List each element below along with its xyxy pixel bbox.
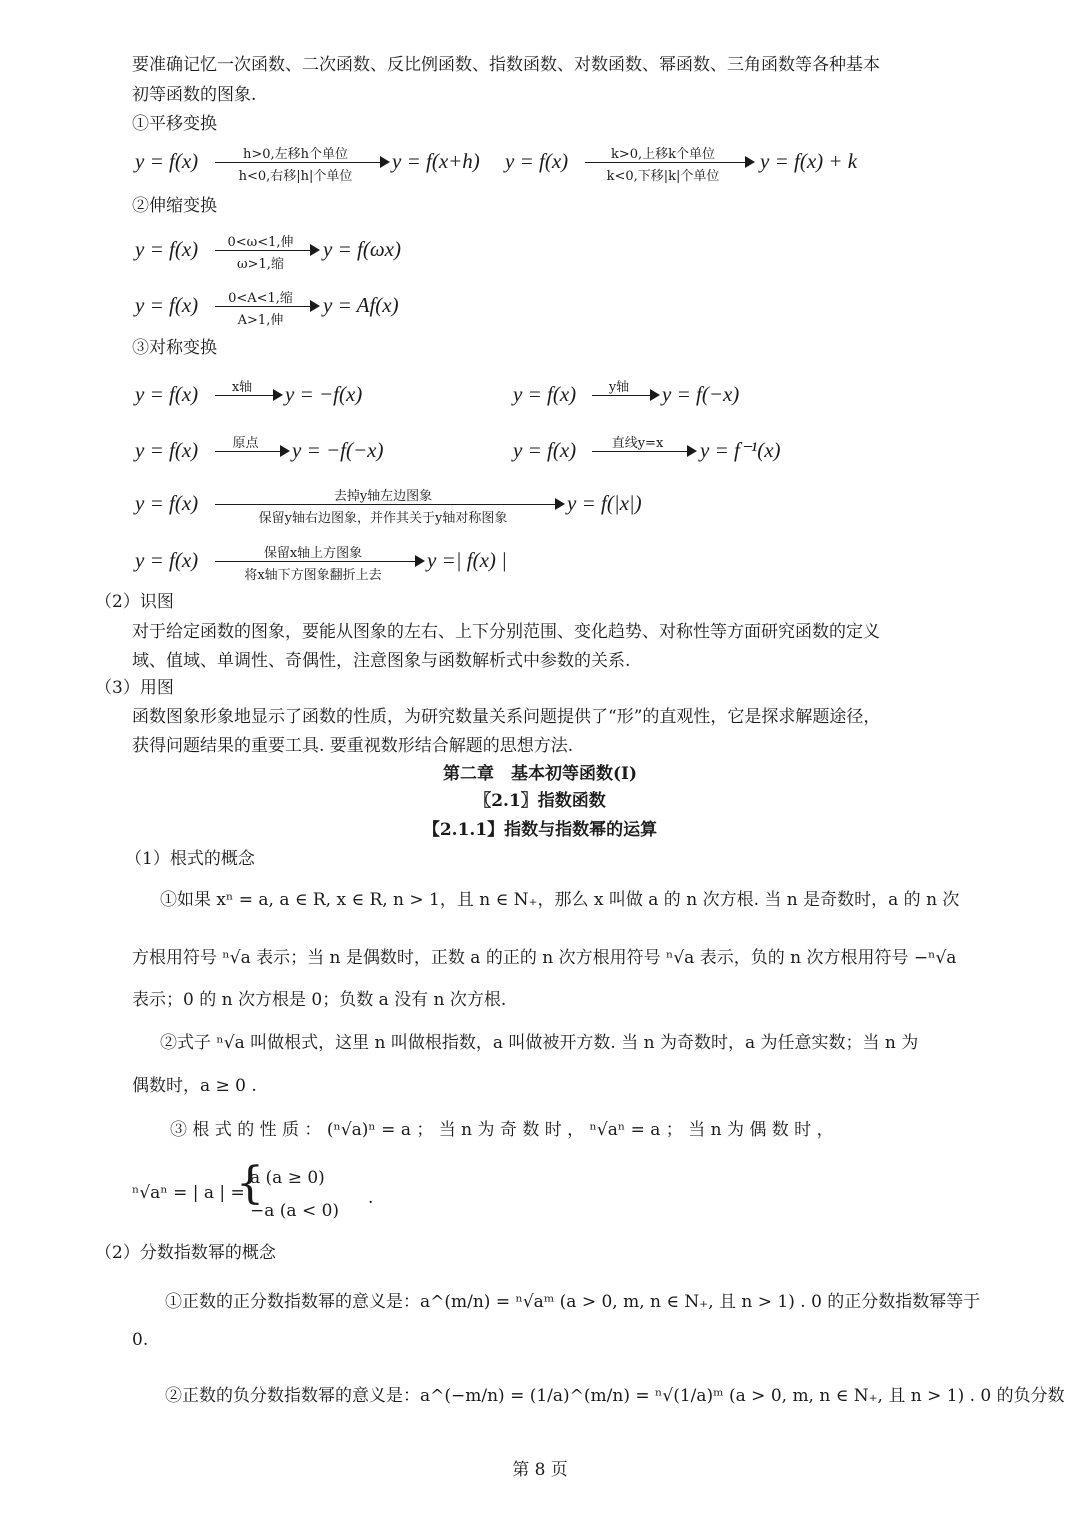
use-line-2: 获得问题结果的重要工具. 要重视数形结合解题的思想方法.: [132, 736, 574, 756]
radical-case-2: −a (a < 0): [250, 1201, 340, 1221]
formula-rhs: y = f(x+h): [392, 149, 480, 173]
transform-arrow: 0<A<1,缩 A>1,伸: [215, 287, 320, 327]
formula-rhs: y = f(ωx): [323, 237, 401, 261]
formula-lhs: y = f(x): [135, 548, 199, 572]
fraction-p1-line-1: ①正数的正分数指数幂的意义是：a^(m/n) = ⁿ√aᵐ (a > 0, m, n ∈ N₊, 且 n > 1) . 0 的正分数指数幂等于: [165, 1292, 981, 1312]
radical-p1-line-1: ①如果 xⁿ = a, a ∈ R, x ∈ R, n > 1，且 n ∈ N₊，那么 x 叫做 a 的 n 次方根. 当 n 是奇数时，a 的 n 次: [160, 890, 960, 910]
page-number: 第 8 页: [512, 1460, 568, 1480]
formula-rhs: y = f⁻¹(x): [700, 438, 781, 462]
transform-arrow: k>0,上移k个单位 k<0,下移|k|个单位: [585, 143, 755, 183]
fraction-p2-line-1: ②正数的负分数指数幂的意义是：a^(−m/n) = (1/a)^(m/n) = ⁿ√(1/a)ᵐ (a > 0, m, n ∈ N₊, 且 n > 1) . 0 的负分数: [165, 1386, 1065, 1406]
recognize-line-1: 对于给定函数的图象，要能从图象的左右、上下分别范围、变化趋势、对称性等方面研究函数的定义: [132, 622, 880, 642]
formula-rhs: y =| f(x) |: [427, 548, 507, 572]
transform-arrow: x轴: [215, 376, 283, 416]
transform-arrow: y轴: [592, 376, 660, 416]
formula-rhs: y = f(x) + k: [760, 149, 858, 173]
intro-line-1: 要准确记忆一次函数、二次函数、反比例函数、指数函数、对数函数、幂函数、三角函数等各种基本: [132, 55, 880, 75]
radical-p3-end: .: [368, 1188, 374, 1208]
formula-lhs: y = f(x): [135, 438, 199, 462]
formula-rhs: y = −f(−x): [292, 438, 384, 462]
formula-lhs: y = f(x): [135, 237, 199, 261]
formula-rhs: y = Af(x): [323, 293, 399, 317]
formula-lhs: y = f(x): [513, 382, 577, 406]
formula-rhs: y = f(−x): [662, 382, 740, 406]
formula-lhs: y = f(x): [513, 438, 577, 462]
formula-lhs: y = f(x): [135, 491, 199, 515]
formula-rhs: y = f(|x|): [567, 491, 642, 515]
radical-p3-lhs: ⁿ√aⁿ = | a | =: [132, 1183, 245, 1203]
use-heading: （3）用图: [95, 678, 174, 698]
intro-line-2: 初等函数的图象.: [132, 85, 257, 105]
transform-arrow: 原点: [215, 432, 290, 472]
transform-arrow: 去掉y轴左边图象 保留y轴右边图象，并作其关于y轴对称图象: [215, 485, 565, 525]
formula-lhs: y = f(x): [505, 149, 569, 173]
radical-p2-line-1: ②式子 ⁿ√a 叫做根式，这里 n 叫做根指数，a 叫做被开方数. 当 n 为奇数时，a 为任意实数；当 n 为: [160, 1033, 919, 1053]
formula-rhs: y = −f(x): [285, 382, 363, 406]
transform-arrow: 保留x轴上方图象 将x轴下方图象翻折上去: [215, 542, 425, 582]
radical-p1-line-3: 表示；0 的 n 次方根是 0；负数 a 没有 n 次方根.: [132, 990, 507, 1010]
stretch-heading: ②伸缩变换: [132, 196, 217, 216]
transform-arrow: 直线y=x: [592, 432, 697, 472]
radical-p3-line-1: ③ 根 式 的 性 质 ： (ⁿ√a)ⁿ = a ； 当 n 为 奇 数 时 ， ⁿ√aⁿ = a ； 当 n 为 偶 数 时 ，: [170, 1120, 834, 1140]
recognize-heading: （2）识图: [95, 592, 174, 612]
use-line-1: 函数图象形象地显示了函数的性质，为研究数量关系问题提供了“形”的直观性，它是探求解题途径，: [132, 707, 881, 727]
symmetry-heading: ③对称变换: [132, 338, 217, 358]
radical-case-1: a (a ≥ 0): [250, 1168, 325, 1188]
radical-p2-line-2: 偶数时，a ≥ 0 .: [132, 1076, 257, 1096]
radical-p1-line-2: 方根用符号 ⁿ√a 表示；当 n 是偶数时，正数 a 的正的 n 次方根用符号 ⁿ√a 表示，负的 n 次方根用符号 −ⁿ√a: [132, 948, 957, 968]
formula-lhs: y = f(x): [135, 293, 199, 317]
fraction-heading: （2）分数指数幂的概念: [95, 1243, 276, 1263]
section-title: 〖2.1〗指数函数: [474, 791, 606, 811]
translation-heading: ①平移变换: [132, 114, 217, 134]
formula-lhs: y = f(x): [135, 149, 199, 173]
brace-symbol: {: [236, 1158, 264, 1209]
subsection-title: 【2.1.1】指数与指数幂的运算: [422, 820, 658, 840]
fraction-p1-line-2: 0.: [132, 1330, 149, 1350]
transform-arrow: 0<ω<1,伸 ω>1,缩: [215, 231, 320, 271]
transform-arrow: h>0,左移h个单位 h<0,右移|h|个单位: [215, 143, 390, 183]
chapter-title: 第二章 基本初等函数(Ⅰ): [442, 764, 638, 784]
radical-heading: （1）根式的概念: [125, 849, 255, 869]
formula-lhs: y = f(x): [135, 382, 199, 406]
recognize-line-2: 域、值域、单调性、奇偶性，注意图象与函数解析式中参数的关系.: [132, 651, 631, 671]
